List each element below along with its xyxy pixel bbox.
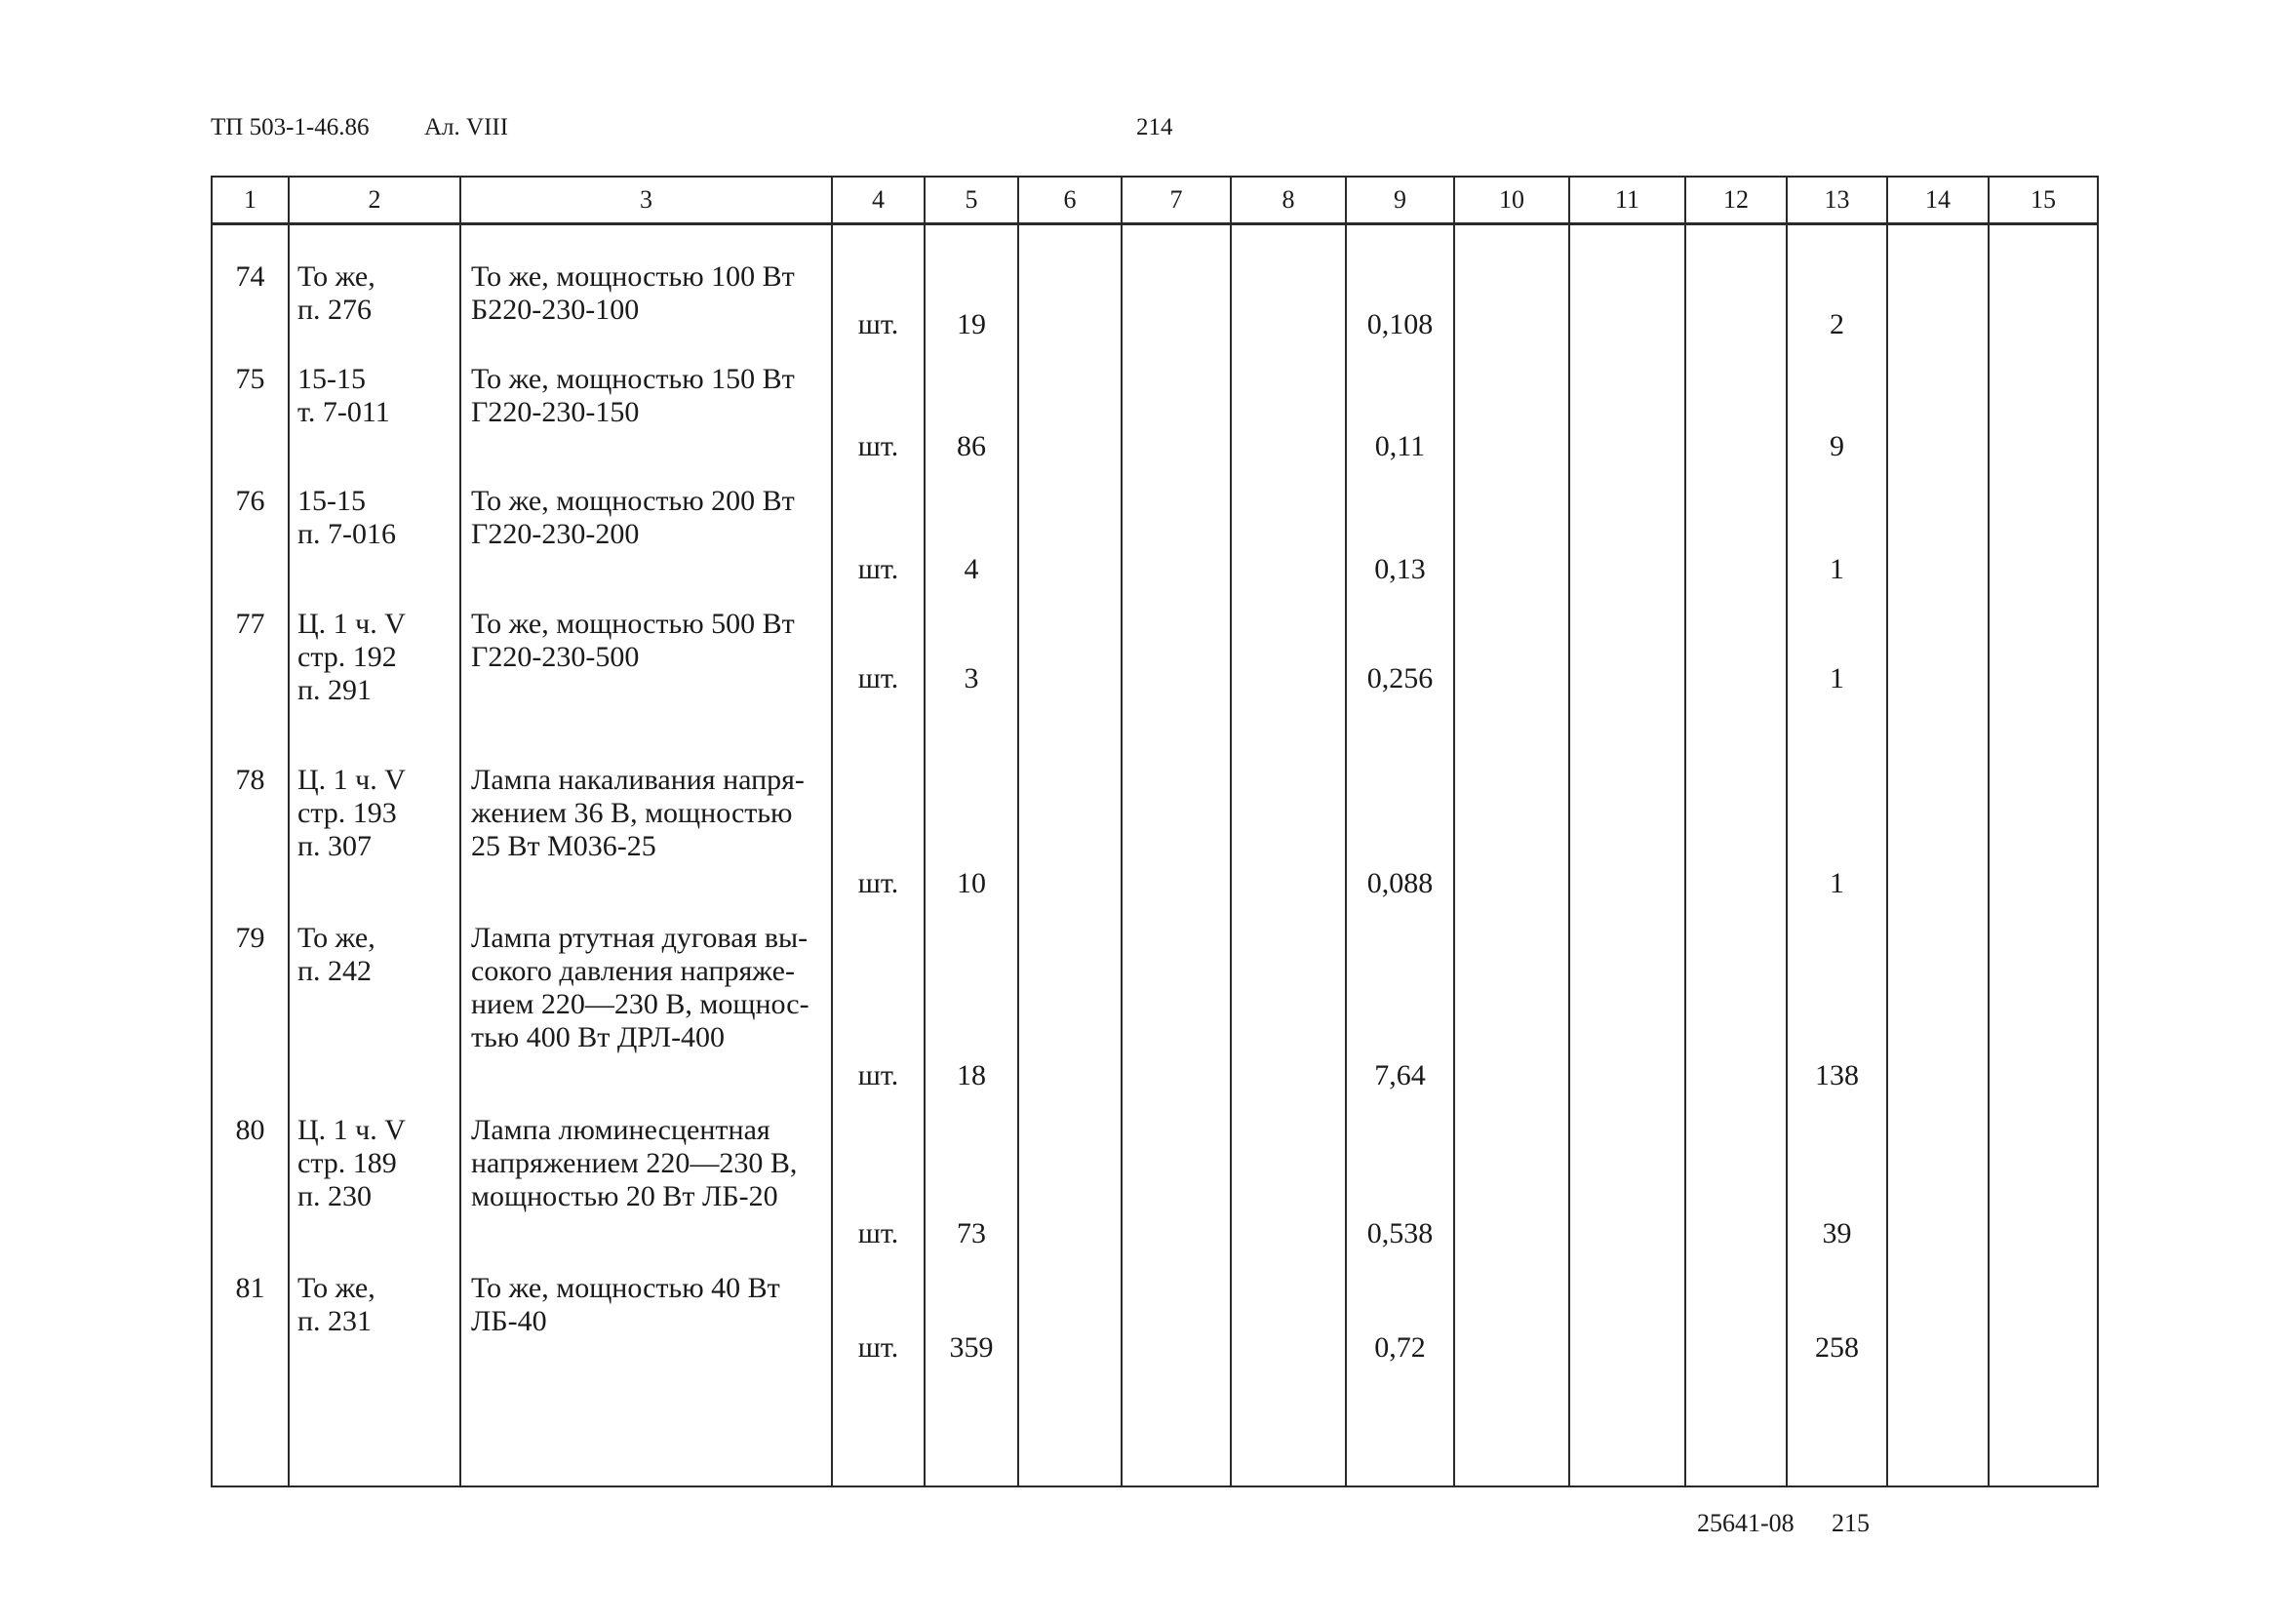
empty-cell <box>1569 467 1685 589</box>
col-header-7: 7 <box>1122 177 1231 224</box>
description-line: То же, мощностью 200 Вт <box>471 485 795 518</box>
empty-cell <box>1454 746 1569 904</box>
quantity-cell: 3 <box>925 590 1018 746</box>
col-header-8: 8 <box>1231 177 1346 224</box>
description-cell <box>460 590 832 746</box>
empty-cell <box>1454 1096 1569 1254</box>
empty-cell <box>1018 1254 1122 1486</box>
description-line: То же, мощностью 150 Вт <box>471 362 795 395</box>
empty-cell <box>1454 904 1569 1096</box>
column-9-value: 0,538 <box>1346 1096 1454 1254</box>
reference-line: т. 7-011 <box>297 395 390 428</box>
column-13-value: 9 <box>1787 345 1887 467</box>
reference-line: Ц. 1 ч. V <box>297 1113 406 1146</box>
empty-cell <box>1231 904 1346 1096</box>
description-cell <box>460 224 832 345</box>
col-header-9: 9 <box>1346 177 1454 224</box>
empty-cell <box>1122 590 1231 746</box>
col-header-6: 6 <box>1018 177 1122 224</box>
footer-document-code: 25641-08 <box>1697 1509 1795 1537</box>
reference-line: п. 7-016 <box>297 518 397 551</box>
empty-cell <box>1231 1096 1346 1254</box>
empty-cell <box>1887 1096 1989 1254</box>
row-number: 76 <box>212 467 289 589</box>
description-line: Г220-230-150 <box>471 395 640 428</box>
empty-cell <box>1454 224 1569 345</box>
reference-line: п. 231 <box>297 1305 373 1337</box>
col-header-5: 5 <box>925 177 1018 224</box>
quantity-cell: 73 <box>925 1096 1018 1254</box>
description-line: То же, мощностью 100 Вт <box>471 260 795 293</box>
empty-cell <box>1454 345 1569 467</box>
row-number: 77 <box>212 590 289 746</box>
table-row <box>212 345 2098 467</box>
row-number: 75 <box>212 345 289 467</box>
empty-cell <box>1989 345 2098 467</box>
empty-cell <box>1018 904 1122 1096</box>
empty-cell <box>1454 467 1569 589</box>
empty-cell <box>1685 904 1787 1096</box>
reference-line: 15-15 <box>297 362 366 395</box>
description-line: мощностью 20 Вт ЛБ-20 <box>471 1179 778 1212</box>
table-row <box>212 467 2098 589</box>
column-9-value: 0,13 <box>1346 467 1454 589</box>
empty-cell <box>1887 467 1989 589</box>
empty-cell <box>1569 1254 1685 1486</box>
empty-cell <box>1018 467 1122 589</box>
description-line: ЛБ-40 <box>471 1305 547 1337</box>
empty-cell <box>1569 746 1685 904</box>
table-row <box>212 224 2098 345</box>
unit-cell: шт. <box>832 345 925 467</box>
unit-cell: шт. <box>832 224 925 345</box>
unit-cell: шт. <box>832 746 925 904</box>
reference-cell <box>289 345 460 467</box>
column-9-value: 0,256 <box>1346 590 1454 746</box>
description-cell <box>460 904 832 1096</box>
empty-cell <box>1887 224 1989 345</box>
col-header-13: 13 <box>1787 177 1887 224</box>
reference-line: стр. 189 <box>297 1146 397 1179</box>
row-number: 80 <box>212 1096 289 1254</box>
reference-line: стр. 193 <box>297 796 397 829</box>
reference-line: Ц. 1 ч. V <box>297 763 406 796</box>
empty-cell <box>1685 746 1787 904</box>
column-9-value: 7,64 <box>1346 904 1454 1096</box>
empty-cell <box>1989 1254 2098 1486</box>
empty-cell <box>1018 590 1122 746</box>
description-cell <box>460 1254 832 1486</box>
reference-cell <box>289 1254 460 1486</box>
empty-cell <box>1122 1096 1231 1254</box>
empty-cell <box>1887 904 1989 1096</box>
description-line: нием 220—230 В, мощнос- <box>471 987 809 1020</box>
empty-cell <box>1122 746 1231 904</box>
empty-cell <box>1122 467 1231 589</box>
unit-cell: шт. <box>832 467 925 589</box>
quantity-cell: 86 <box>925 345 1018 467</box>
reference-line: То же, <box>297 260 375 293</box>
empty-cell <box>1569 590 1685 746</box>
reference-cell <box>289 904 460 1096</box>
empty-cell <box>1231 467 1346 589</box>
reference-line: п. 230 <box>297 1179 373 1212</box>
empty-cell <box>1454 1254 1569 1486</box>
empty-cell <box>1887 1254 1989 1486</box>
column-9-value: 0,088 <box>1346 746 1454 904</box>
empty-cell <box>1018 1096 1122 1254</box>
empty-cell <box>1989 467 2098 589</box>
quantity-cell: 19 <box>925 224 1018 345</box>
quantity-cell: 4 <box>925 467 1018 589</box>
empty-cell <box>1122 224 1231 345</box>
empty-cell <box>1569 224 1685 345</box>
description-line: То же, мощностью 500 Вт <box>471 607 795 640</box>
reference-line: п. 291 <box>297 673 373 706</box>
empty-cell <box>1989 224 2098 345</box>
description-line: Г220-230-200 <box>471 518 640 551</box>
reference-line: 15-15 <box>297 485 366 518</box>
row-number: 81 <box>212 1254 289 1486</box>
empty-cell <box>1569 1096 1685 1254</box>
description-line: Лампа накаливания напря- <box>471 763 805 796</box>
reference-line: п. 242 <box>297 954 373 987</box>
description-cell <box>460 1096 832 1254</box>
empty-cell <box>1685 590 1787 746</box>
description-line: Г220-230-500 <box>471 640 640 673</box>
quantity-cell: 18 <box>925 904 1018 1096</box>
column-13-value: 1 <box>1787 467 1887 589</box>
specification-table <box>211 176 2099 1487</box>
description-line: тью 400 Вт ДРЛ-400 <box>471 1020 726 1053</box>
footer-page-number: 215 <box>1832 1509 1870 1537</box>
empty-cell <box>1887 345 1989 467</box>
empty-cell <box>1231 746 1346 904</box>
row-number: 78 <box>212 746 289 904</box>
unit-cell: шт. <box>832 1096 925 1254</box>
reference-line: Ц. 1 ч. V <box>297 607 406 640</box>
empty-cell <box>1989 1096 2098 1254</box>
reference-cell <box>289 590 460 746</box>
reference-cell <box>289 1096 460 1254</box>
column-9-value: 0,72 <box>1346 1254 1454 1486</box>
column-13-value: 138 <box>1787 904 1887 1096</box>
description-line: сокого давления напряже- <box>471 954 795 987</box>
empty-cell <box>1685 1254 1787 1486</box>
column-13-value: 1 <box>1787 590 1887 746</box>
empty-cell <box>1685 1096 1787 1254</box>
table-row <box>212 746 2098 904</box>
album-number: Ал. VIII <box>424 114 509 140</box>
row-number: 79 <box>212 904 289 1096</box>
col-header-3: 3 <box>460 177 832 224</box>
empty-cell <box>1887 590 1989 746</box>
column-13-value: 258 <box>1787 1254 1887 1486</box>
empty-cell <box>1018 224 1122 345</box>
reference-line: То же, <box>297 921 375 954</box>
description-cell <box>460 746 832 904</box>
col-header-1: 1 <box>212 177 289 224</box>
empty-cell <box>1569 904 1685 1096</box>
empty-cell <box>1569 345 1685 467</box>
col-header-14: 14 <box>1887 177 1989 224</box>
col-header-12: 12 <box>1685 177 1787 224</box>
description-line: 25 Вт М036-25 <box>471 829 656 862</box>
quantity-cell: 359 <box>925 1254 1018 1486</box>
reference-cell <box>289 467 460 589</box>
table-row <box>212 590 2098 746</box>
description-cell <box>460 467 832 589</box>
column-13-value: 39 <box>1787 1096 1887 1254</box>
empty-cell <box>1231 224 1346 345</box>
empty-cell <box>1122 1254 1231 1486</box>
reference-line: стр. 192 <box>297 640 397 673</box>
col-header-2: 2 <box>289 177 460 224</box>
col-header-4: 4 <box>832 177 925 224</box>
column-13-value: 2 <box>1787 224 1887 345</box>
empty-cell <box>1454 590 1569 746</box>
reference-line: п. 276 <box>297 294 373 326</box>
empty-cell <box>1989 590 2098 746</box>
empty-cell <box>1231 345 1346 467</box>
empty-cell <box>1122 904 1231 1096</box>
empty-cell <box>1018 746 1122 904</box>
unit-cell: шт. <box>832 590 925 746</box>
reference-line: То же, <box>297 1272 375 1304</box>
col-header-15: 15 <box>1989 177 2098 224</box>
empty-cell <box>1887 746 1989 904</box>
col-header-10: 10 <box>1454 177 1569 224</box>
document-code: ТП 503-1-46.86 <box>211 114 370 140</box>
page-number-top: 214 <box>1136 114 1173 140</box>
description-line: То же, мощностью 40 Вт <box>471 1272 780 1304</box>
table-row <box>212 1096 2098 1254</box>
reference-cell <box>289 746 460 904</box>
column-number-header <box>212 177 2098 224</box>
empty-cell <box>1685 467 1787 589</box>
unit-cell: шт. <box>832 904 925 1096</box>
quantity-cell: 10 <box>925 746 1018 904</box>
table-row <box>212 904 2098 1096</box>
column-13-value: 1 <box>1787 746 1887 904</box>
empty-cell <box>1231 1254 1346 1486</box>
reference-cell <box>289 224 460 345</box>
column-9-value: 0,108 <box>1346 224 1454 345</box>
description-line: жением 36 В, мощностью <box>471 796 793 829</box>
empty-cell <box>1989 904 2098 1096</box>
col-header-11: 11 <box>1569 177 1685 224</box>
description-line: Б220-230-100 <box>471 294 640 326</box>
empty-cell <box>1685 345 1787 467</box>
unit-cell: шт. <box>832 1254 925 1486</box>
empty-cell <box>1018 345 1122 467</box>
empty-cell <box>1231 590 1346 746</box>
description-cell <box>460 345 832 467</box>
column-9-value: 0,11 <box>1346 345 1454 467</box>
reference-line: п. 307 <box>297 829 373 862</box>
empty-cell <box>1989 746 2098 904</box>
table-row <box>212 1254 2098 1486</box>
empty-cell <box>1122 345 1231 467</box>
row-number: 74 <box>212 224 289 345</box>
description-line: напряжением 220—230 В, <box>471 1146 798 1179</box>
description-line: Лампа ртутная дуговая вы- <box>471 921 809 954</box>
description-line: Лампа люминесцентная <box>471 1113 770 1146</box>
empty-cell <box>1685 224 1787 345</box>
